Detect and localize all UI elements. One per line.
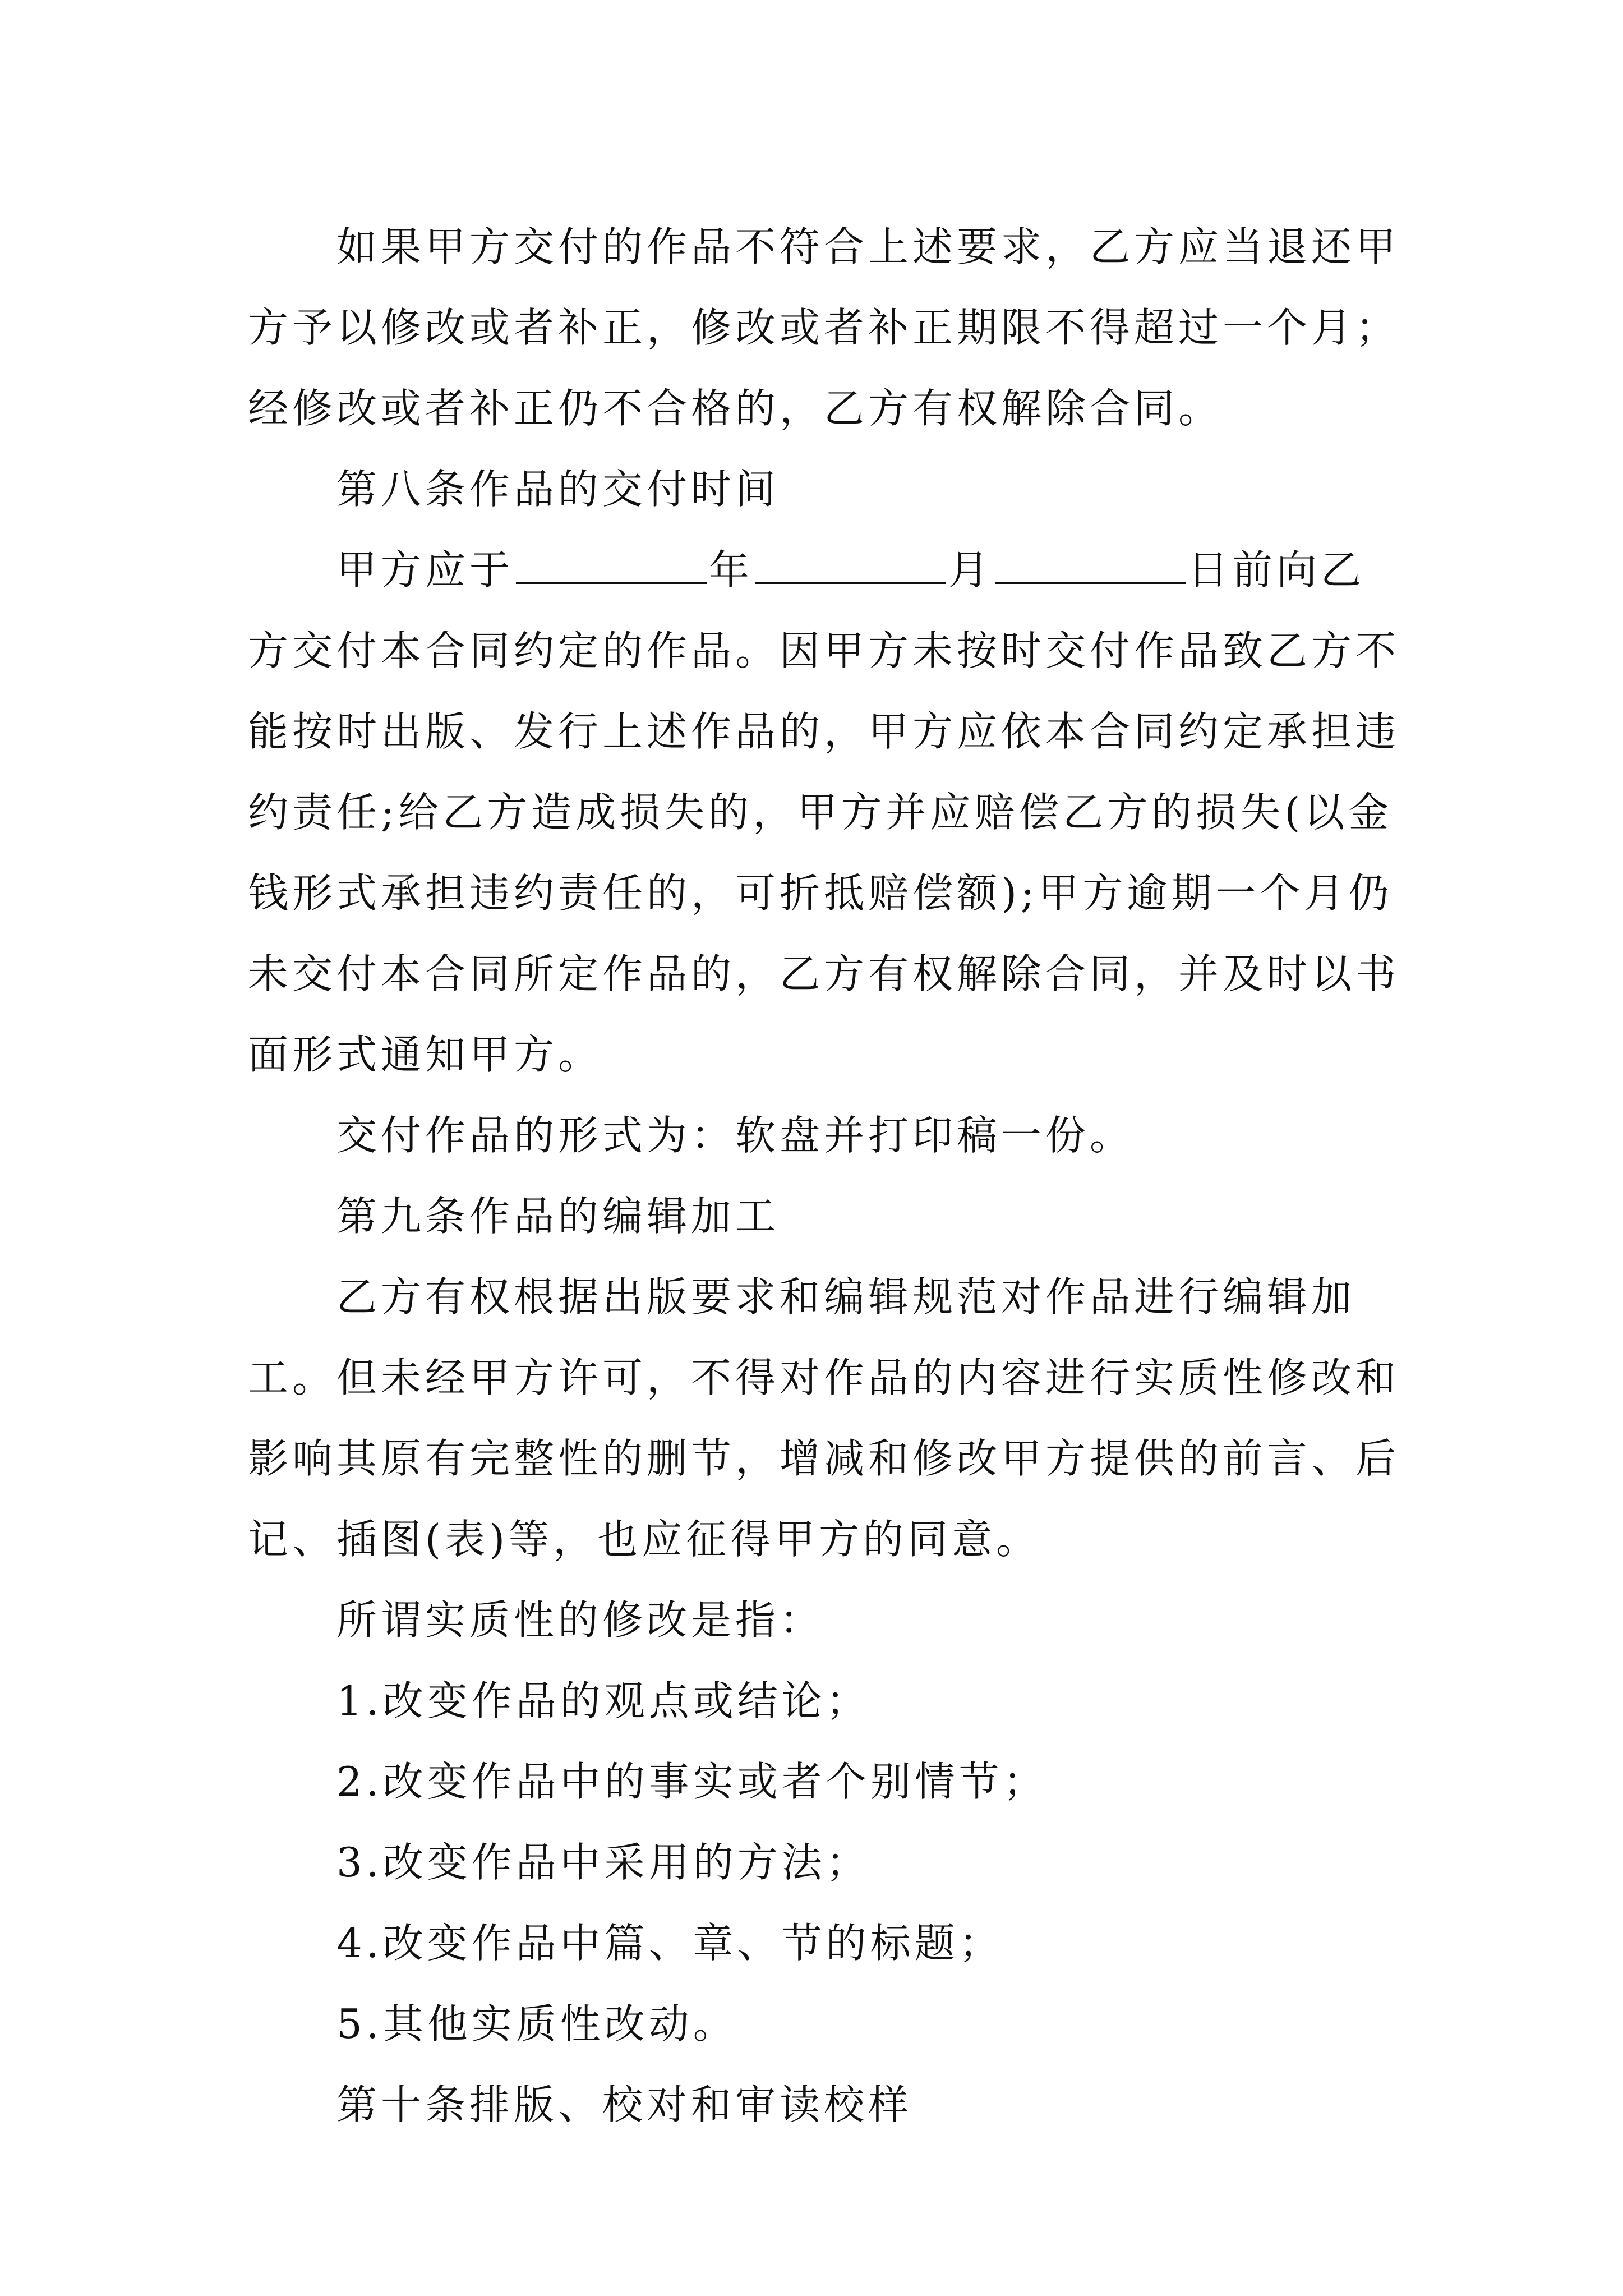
text-line: 钱形式承担违约责任的，可折抵赔偿额);甲方逾期一个月仍	[248, 869, 1393, 917]
blank-field	[516, 547, 707, 584]
text-line: 面形式通知甲方。	[248, 1031, 603, 1078]
paragraph-editing	[248, 1257, 1400, 1580]
text-line: 方予以修改或者补正，修改或者补正期限不得超过一个月；	[248, 304, 1400, 351]
text-line: 工。但未经甲方许可，不得对作品的内容进行实质性修改和	[248, 1354, 1400, 1401]
text-line: 如果甲方交付的作品不符合上述要求，乙方应当退还甲	[336, 223, 1400, 270]
list-item: 1.改变作品的观点或结论；	[336, 1677, 870, 1724]
paragraph-delivery-form: 交付作品的形式为：软盘并打印稿一份。	[336, 1112, 1135, 1159]
text-line: 乙方有权根据出版要求和编辑规范对作品进行编辑加	[336, 1273, 1356, 1320]
paragraph-delivery-time	[248, 530, 1400, 1095]
text-line: 经修改或者补正仍不合格的，乙方有权解除合同。	[248, 385, 1223, 432]
text-line: 甲方应于 年 月 日前向乙	[336, 546, 1366, 593]
list-item: 2.改变作品中的事实或者个别情节；	[336, 1758, 1048, 1805]
text-line: 影响其原有完整性的删节，增减和修改甲方提供的前言、后	[248, 1435, 1400, 1482]
text-line: 记、插图(表)等，也应征得甲方的同意。	[248, 1516, 1041, 1563]
list-item: 4.改变作品中篇、章、节的标题；	[336, 1920, 1003, 1967]
section-heading-8: 第八条作品的交付时间	[336, 466, 780, 513]
text-line: 能按时出版、发行上述作品的，甲方应依本合同约定承担违	[248, 708, 1400, 755]
document-body	[248, 206, 1400, 2145]
paragraph-revision	[248, 206, 1400, 449]
text-line: 约责任;给乙方造成损失的，甲方并应赔偿乙方的损失(以金	[248, 789, 1393, 836]
section-heading-10: 第十条排版、校对和审读校样	[336, 2081, 913, 2128]
list-item: 5.其他实质性改动。	[336, 2000, 737, 2047]
paragraph-definition: 所谓实质性的修改是指：	[336, 1596, 824, 1644]
text-line: 方交付本合同约定的作品。因甲方未按时交付作品致乙方不	[248, 627, 1400, 674]
section-heading-9: 第九条作品的编辑加工	[336, 1193, 780, 1240]
blank-field	[755, 547, 946, 584]
blank-field	[995, 547, 1186, 584]
list-item: 3.改变作品中采用的方法；	[336, 1839, 870, 1886]
text-line: 未交付本合同所定作品的，乙方有权解除合同，并及时以书	[248, 950, 1400, 997]
